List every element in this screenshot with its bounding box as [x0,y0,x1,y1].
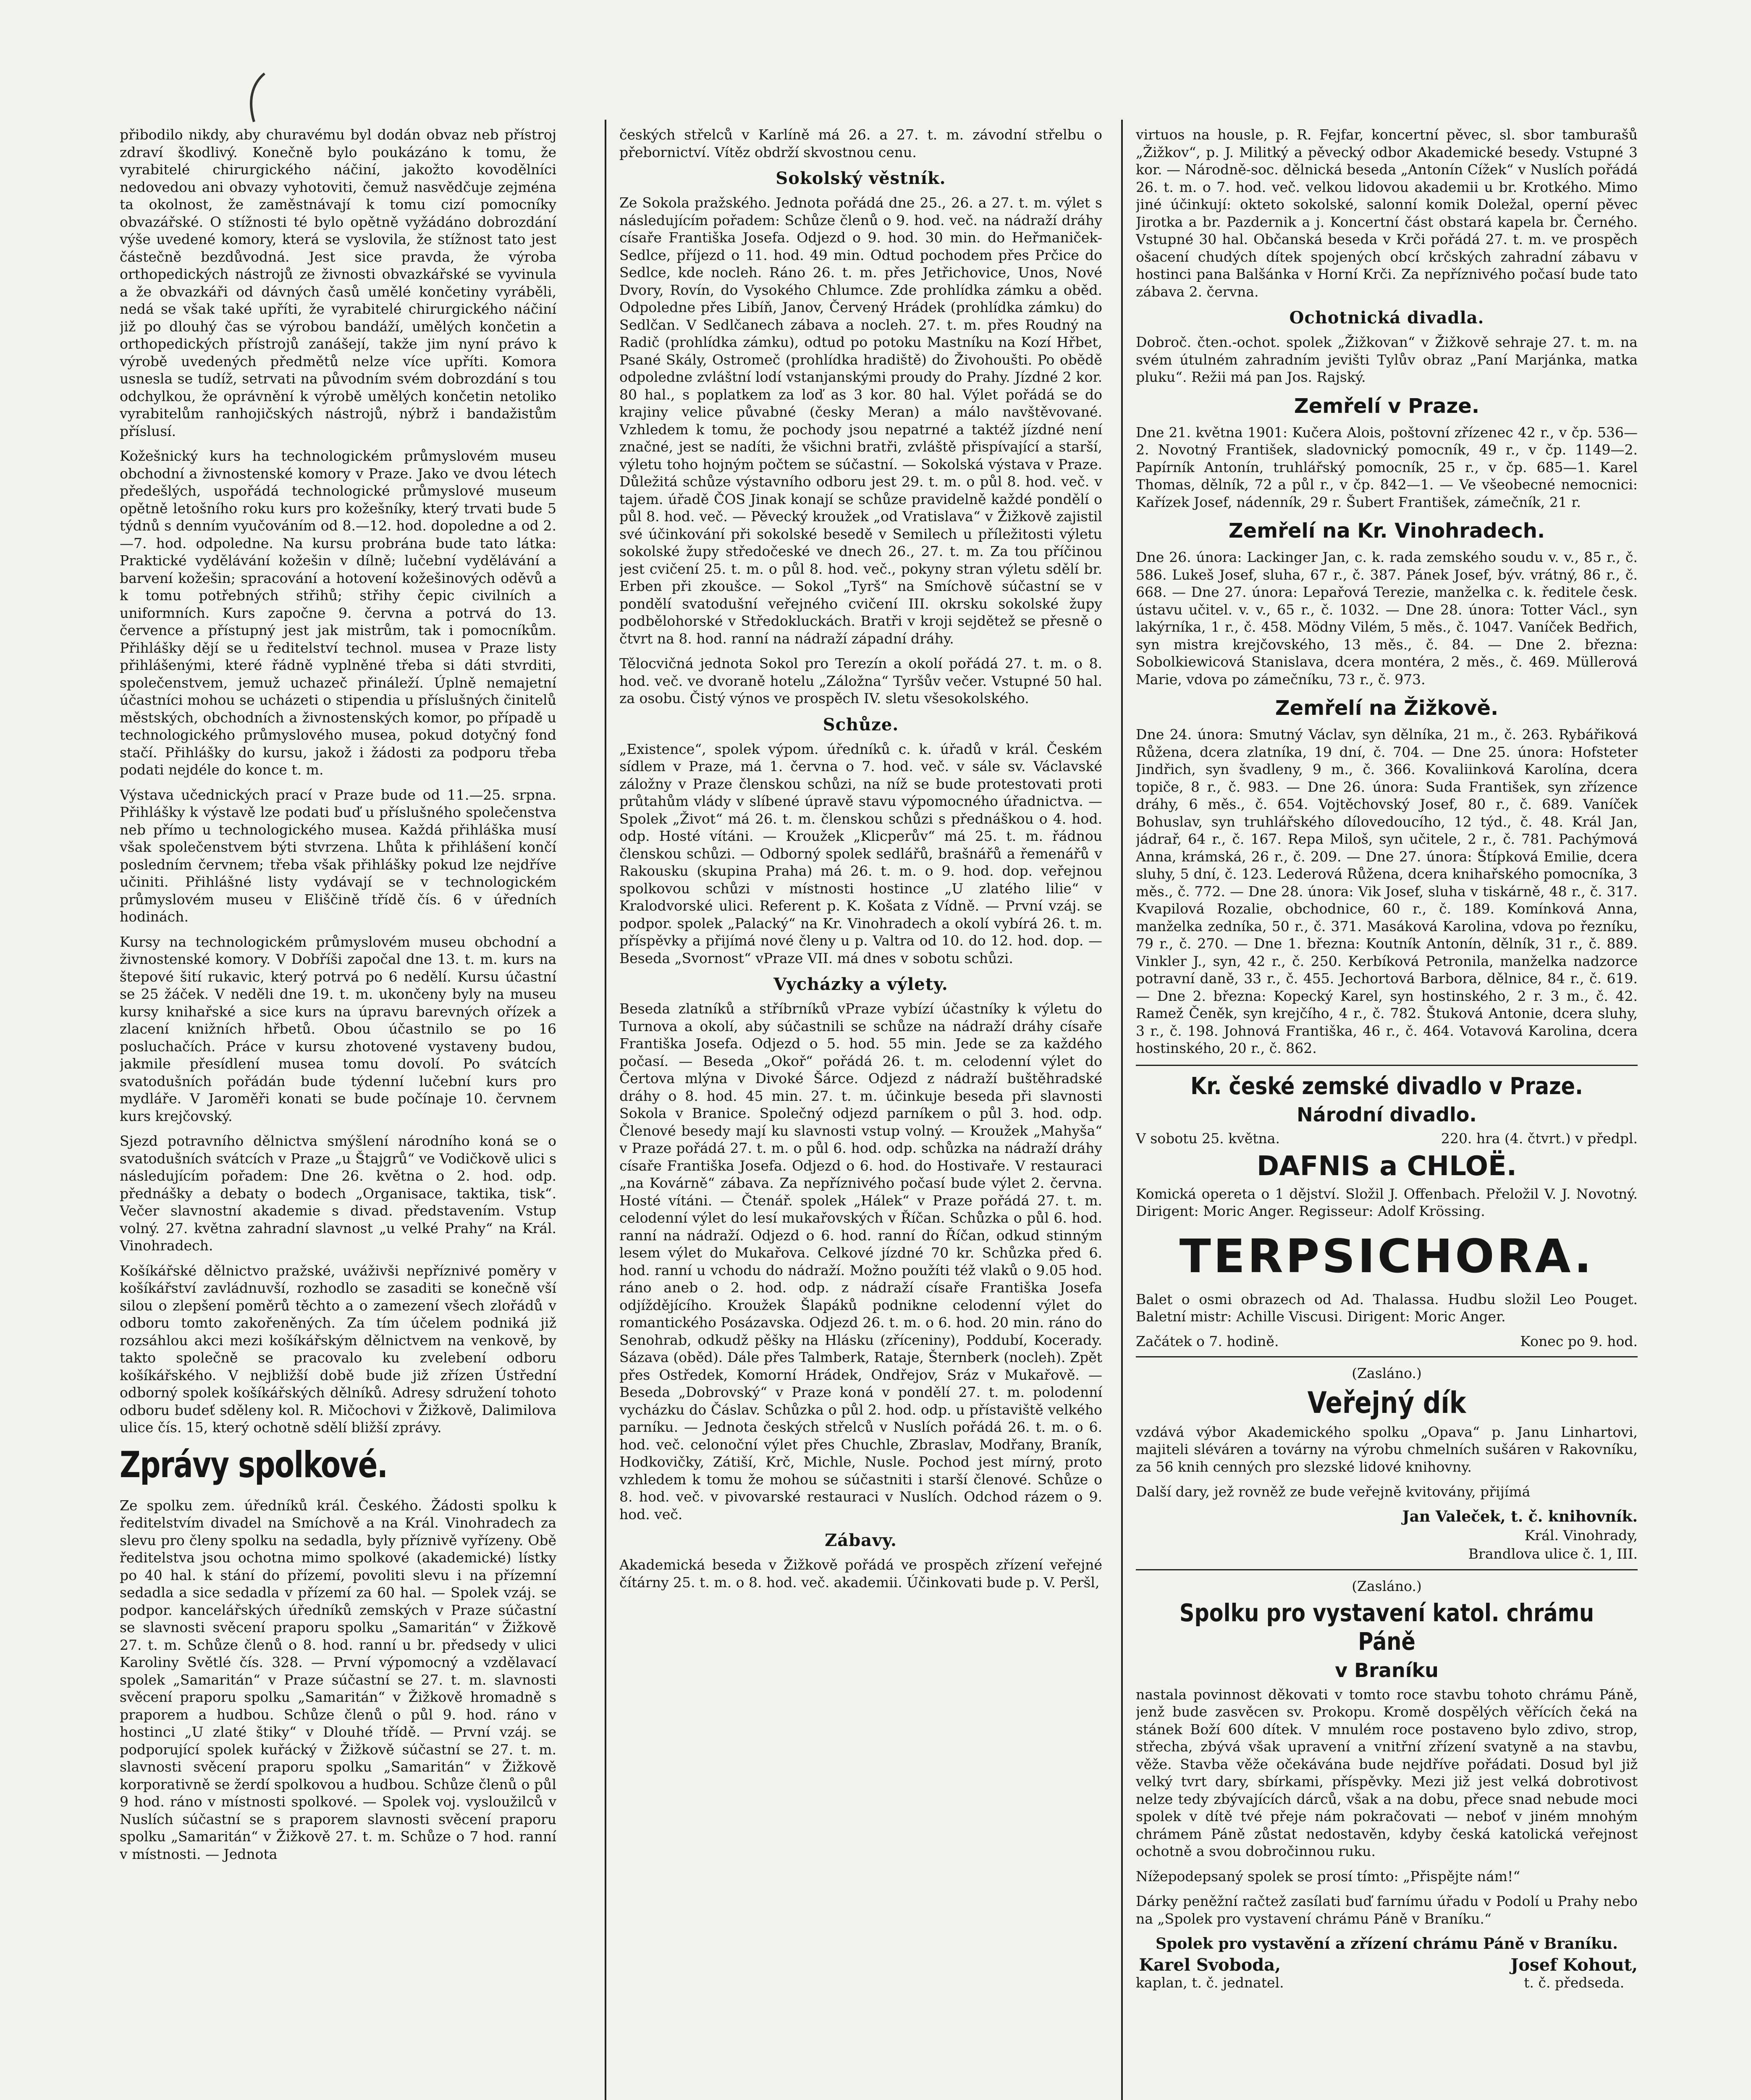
section-heading-zemreli-vinohrady: Zemřelí na Kr. Vinohradech. [1228,519,1545,543]
notice-verejny-dik [1136,1365,1638,1562]
signature-name: Jan Valeček, t. č. knihovník. [1402,1507,1638,1525]
signature-role: kaplan, t. č. jednatel. [1136,1974,1284,1991]
section-heading-sokolsky: Sokolský věstník. [776,168,946,188]
signature-name: Karel Svoboda, [1139,1955,1281,1975]
theatre-times [1136,1333,1638,1349]
theatre-date: V sobotu 25. května. [1136,1130,1280,1147]
divider [1136,1569,1638,1570]
section-heading-zabavy: Zábavy. [825,1530,897,1550]
section-heading-zemreli-praze: Zemřelí v Praze. [1294,394,1480,418]
article-paragraph: Ze spolku zem. úředníků král. Českého. Žádosti spolku k ředitelstvím divadel na Smíchově a na Král. Vinohradech za slevu pro členy spolku na sedadla, byly příznivě vyřízeny. Obě ředitelstva jsou ochotna mimo spolkové (akademické) lístky po 40 hal. k stání do přízemí, povoliti slevu i na přízemní sedadla a sice sedadla v přízemí za 60 hal. — Spolek vzáj. se podpor. kancelářských úředníků zemských v Praze súčastní se slavnosti svěcení praporu spolku „Samaritán“ v Žižkově 27. t. m. Schůze členů o 8. hod. ranní u br. předsedy v ulici Karoliny Světlé čís. 328. — První výpomocný a vzdělavací spolek „Samaritán“ v Praze súčastní se 27. t. m. slavnosti svěcení praporu spolku „Samaritán“ v Žižkově hromadně s praporem a hudbou. Schůze členů o půl 9. hod. ráno v hostinci „U zlaté štiky“ v Dlouhé třídě. — První vzáj. se podporující spolek kuřácký v Žižkově súčastní se 27. t. m. slavnosti svěcení praporu spolku „Samaritán“ v Žižkově korporativně se žerdí spolkovou a hudbou. Schůze členů o půl 9 hod. ráno v místnosti spolkové. — Spolek voj. vysloužilců v Nuslích súčastní se s praporem slavnosti svěcení praporu spolku „Samaritán“ v Žižkově 27. t. m. Schůze o 7 hod. ranní v místnosti. — Jednota [120,1497,556,1862]
article-paragraph: Dne 26. února: Lackinger Jan, c. k. rada zemského soudu v. v., 85 r., č. 586. Lukeš Josef, sluha, 67 r., č. 387. Pánek Josef, býv. vrátný, 86 r., č. 668. — Dne 27. února: Lepařová Terezie, manželka c. k. ředitele česk. ústavu učitel. v. v., 65 r., č. 1032. — Dne 28. února: Totter Václ., syn lakýrníka, 1 r., č. 458. Mödny Vilém, 5 měs., č. 1047. Vaníček Bedřich, syn mistra krejčovského, 13 měs., č. 84. — Dne 2. března: Sobolkiewicová Stanislava, dcera montéra, 2 měs., č. 469. Müllerová Marie, vdova po zámečníku, 73 r., č. 973. [1136,549,1638,688]
theatre-date-row [1136,1130,1638,1147]
section-heading-ochotnicka: Ochotnická divadla. [1289,308,1484,328]
section-heading-vychazky: Vycházky a výlety. [773,974,948,994]
signature-block [1510,1957,1638,1991]
article-paragraph: Tělocvičná jednota Sokol pro Terezín a okolí pořádá 27. t. m. o 8. hod. več. ve dvoraně hotelu „Záložna“ Tyršův večer. Vstupné 50 hal. za osobu. Čistý výnos ve prospěch IV. sletu všesokolského. [619,655,1102,706]
article-paragraph: českých střelců v Karlíně má 26. a 27. t. m. závodní střelbu o přebornictví. Vítěz obdrží skvostnou cenu. [619,126,1102,160]
article-paragraph: přibodilo nikdy, aby churavému byl dodán obvaz neb přístroj zdraví škodlivý. Konečně bylo poukázáno k tomu, že vyrabitelé chirurgického náčiní, jakožto kovodělníci nedovedou ani obvazy vyhotoviti, čemuž nasvědčuje zejména ta okolnost, že zaměstnávají k tomu cizí pomocníky obvazářské. O stížnosti té bylo opětně vyžádáno dobrozdání výše uvedené komory, která se vyslovila, že stížnost tato jest částečně bezdůvodná. Jest sice pravda, že výroba orthopedických nástrojů ze živnosti obvazkářské se vyvinula a že obvazkáři od dávných časů umělé končetiny vyráběli, nedá se však také upříti, že vyrabitelé chirurgického náčiní již po dlouhý čas se výrobou bandáží, umělých končetin a orthopedických přístrojů zanášejí, takže jim nyní právo k výrobě uvedených předmětů nelze více upříti. Komora usnesla se tudíž, setrvati na původním svém dobrozdání s tou odchylkou, že oprávnění k výrobě umělých končetin netoliko vyrabitelům ranhojičských nástrojů, nýbrž i bandažistům příslusí. [120,126,556,439]
signatures [1136,1957,1638,1991]
section-heading-schuze: Schůze. [823,714,899,735]
notice-text: Dárky peněžní račtež zasílati buď farnímu úřadu v Podolí u Prahy nebo na „Spolek pro vystavení chrámu Páně v Braníku.“ [1136,1893,1638,1927]
notice-text: nastala povinnost děkovati v tomto roce stavbu tohoto chrámu Páně, jenž bude zasvěcen sv. Prokopu. Kromě dospělých věřících čeká na stánek Boží 600 dítek. V mnulém roce postaveno bylo zdivo, strop, střecha, zbývá však upravení a vnitřní zřízení svatyně a na stavbu, věže. Stavba věže očekávána bude nejdříve pořádati. Dosud byl již velký tvrt dary, sbírkami, příspěvky. Mezi již jest velká dobrotivost nelze tedy zbývajících dárců, však a na dobu, přece snad nebude moci spolek v dítě tvé přeje nám pokračovati — neboť v jiném mnohým chrámem Páně zůstat nedostavěn, kdyby česká katolická veřejnost ochotně a svou dobročinnou ruku. [1136,1686,1638,1859]
zaslano-label: (Zasláno.) [1352,1365,1422,1381]
notice-text: vzdává výbor Akademického spolku „Opava“ p. Janu Linhartovi, majiteli sléváren a továrny na výrobu chmelních sušáren v Rakovníku, za 56 knih cenných pro slezské lidové knihovny. [1136,1423,1638,1475]
theatre-end: Konec po 9. hod. [1520,1333,1638,1349]
article-paragraph: Dne 24. února: Smutný Václav, syn dělníka, 21 m., č. 263. Rybářiková Růžena, dcera zlatníka, 19 dní, č. 704. — Dne 25. února: Hofsteter Jindřich, syn švadleny, 9 m., č. 366. Kovaliinková Karolína, dcera topiče, 8 r., č. 983. — Dne 26. února: Suda František, syn zřízence dráhy, 6 měs., č. 654. Vojtěchovský Josef, 80 r., č. 689. Vaníček Bohuslav, syn truhlářského dílovedoucího, 12 týd., č. 48. Král Jan, jádrař, 64 r., č. 167. Repa Miloš, syn učitele, 2 r., č. 781. Pachýmová Anna, krámská, 26 r., č. 209. — Dne 27. února: Štípková Emilie, dcera sluhy, 5 dní, č. 123. Lederová Růžena, dcera knihařského pomocníka, 3 měs., č. 772. — Dne 28. února: Vik Josef, sluha v tiskárně, 48 r., č. 317. Kvapilová Rozalie, obchodnice, 60 r., č. 189. Komínková Anna, manželka zedníka, 50 r., č. 371. Masáková Karolina, vdova po řezníku, 79 r., č. 270. — Dne 1. března: Koutník Antonín, dělník, 31 r., č. 889. Vinkler J., syn, 42 r., č. 250. Kerbíková Petronila, manželka nadzorce potravní daně, 33 r., č. 455. Jechortová Barbora, dělnice, 84 r., č. 619. — Dne 2. března: Kopecký Karel, syn hostinského, 2 r. 3 m., č. 42. Ramež Čeněk, syn krejčího, 4 r., č. 782. Štuková Antonie, dcera sluhy, 3 r., č. 198. Johnová Františka, 46 r., č. 464. Votavová Karolina, dcera hostinského, 20 r., č. 862. [1136,726,1638,1056]
signature-role: t. č. předseda. [1524,1974,1625,1991]
article-paragraph: Ze Sokola pražského. Jednota pořádá dne 25., 26. a 27. t. m. výlet s následujícím pořadem: Schůze členů o 9. hod. več. na nádraží dráhy císaře Františka Josefa. Odjezd o 9. hod. 30 min. do Heřmaniček-Sedlce, příjezd o 11. hod. 49 min. Odtud pochodem přes Prčice do Sedlce, kde nocleh. Ráno 26. t. m. přes Jetřichovice, Unos, Nové Dvory, Rovín, do Vysokého Chlumce. Zde prohlídka zámku a oběd. Odpoledne přes Libíň, Janov, Červený Hrádek (prohlídka zámku) do Sedlčan. V Sedlčanech zábava a nocleh. 27. t. m. přes Roudný na Radič (prohlídka zámku), odtud po potoku Mastníku na Kozí Hřbet, Psané Skály, Ostromeč (prohlídka hradiště) do Živohoušti. Po obědě odpoledne zvláštní lodí vstanjanskými proudy do Prahy. Jízdné 2 kor. 80 hal., s poplatkem za loď as 3 kor. 80 hal. Výlet pořádá se do krajiny velice půvabné (česky Meran) a málo navštěvované. Vzhledem k tomu, že pochody jsou nepatrné a taktéž jízdné není značné, jest se nadíti, že všichni bratři, zvláště přispívající a starší, výletu toho hojným počtem se súčastní. — Sokolská výstava v Praze. Důležitá schůze výstavního odboru jest 29. t. m. o půl 8. hod. več. v tajem. úřadě ČOS Jinak konají se schůze pravidelně každé pondělí o půl 8. hod. več. — Pěvecký kroužek „od Vratislava“ v Žižkově zajistil své účinkování při sokolské besedě v Semilech u příležitosti výletu sokolské župy středočeské ve dnech 26., 27. t. m. Za tou příčinou jest cvičení 25. t. m. o půl 8. hod. več., pokyny stran výletu sdělí br. Erben při zkoušce. — Sokol „Tyrš“ na Smíchově súčastní se v pondělí svatodušní veřejného cvičení III. okrsku sokolské župy podbělohorské v Středokluckách. Bratři v kroji sejdětež se přesně o čtvrt na 8. hod. ranní na nádraží západní dráhy. [619,194,1102,647]
notice-subtitle: v Braníku [1335,1659,1439,1682]
signature-name: Josef Kohout, [1510,1955,1638,1975]
article-paragraph: Kožešnický kurs ha technologickém průmyslovém museu obchodní a živnostenské komory v Praze. Jako ve dvou létech předešlých, uspořádá technologické průmyslové museum opětně letošního roku kurs pro kožešníky, který trvati bude 5 týdnů s denním vyučováním od 8.—12. hod. dopoledne a od 2.—7. hod. odpoledne. Na kursu probrána bude tato látka: Praktické vydělávání kožešin v dílně; lučební vydělávání a barvení kožešin; spracování a hotovení kožešinových oděvů a k tomu potřebných střihů; střihy čepic civilních a uniformních. Kurs započne 9. června a potrvá do 13. července a přístupný jest jak mistrům, tak i pomocníkům. Přihlášky dějí se u ředitelství technol. musea v Praze listy přihlášenými, které řádně vyplněné třeba si dáti stvrditi, společenstvem, jemuž uchazeč přináleží. Úplně nemajetní účastníci mohou se ucházeti o stipendia u příslušných činitelů městských, obchodních a živnostenských komor, po případě u technologického průmyslového musea, pokud dotyčný fond stačí. Přihlášky do kursu, jakož i žádosti za podporu třeba podati nejdéle do konce t. m. [120,448,556,778]
notice-organization: Spolek pro vystavění a zřízení chrámu Páně v Braníku. [1156,1935,1618,1953]
article-paragraph: „Existence“, spolek výpom. úředníků c. k. úřadů v král. Českém sídlem v Praze, má 1. června o 7. hod. več. v sále sv. Václavské záložny v Praze členskou schůzi, na níž se bude protestovati proti průtahům vlády v slíbené úpravě stavu výpomocného úřadnictva. — Spolek „Život“ má 26. t. m. členskou schůzi s přednáškou o 4. hod. odp. Hosté vítáni. — Kroužek „Klicperův“ má 25. t. m. řádnou členskou schůzi. — Odborný spolek sedlářů, brašnářů a řemenářů v Rakousku (skupina Praha) má 26. t. m. o 9. hod. dop. veřejnou spolkovou schůzi v místnosti hostince „U zlatého lilie“ v Kralodvorské ulici. Referent p. K. Košata z Vídně. — První vzáj. se podpor. spolek „Palacký“ na Kr. Vinohradech a okolí vybírá 26. t. m. příspěvky a přijímá nové členy u p. Valtra od 10. do 12. hod. dop. — Beseda „Svornost“ vPraze VII. má dnes v sobotu schůzi. [619,740,1102,966]
column-rule [1121,120,1123,2100]
divider [1136,1065,1638,1066]
notice-title: Spolku pro vystavení katol. chrámu Páně [1179,1598,1594,1656]
theatre-performance: 220. hra (4. čtvrt.) v předpl. [1441,1130,1638,1147]
zaslano-label: (Zasláno.) [1352,1578,1422,1594]
handwritten-mark [235,71,286,126]
play-description: Balet o osmi obrazech od Ad. Thalassa. Hudbu složil Leo Pouget. Baletní mistr: Achille Viscusi. Dirigent: Moric Anger. [1136,1291,1638,1325]
divider [1136,1356,1638,1357]
article-paragraph: Košíkářské dělnictvo pražské, uváživši nepříznivé poměry v košíkářství zavládnuvší, rozhodlo se zasaditi se konečně vší silou o zlepšení poměrů těchto a o zamezení všech zlořádů v odboru tomto zakořeněných. Za tím účelem podniká již rozsáhlou akci mezi košíkářským dělnictvem na venkově, by takto společně se pracovalo ku zvelebení odboru košíkářského. V nejbližší době bude již zřízen Ústřední odborný spolek košíkářských dělníků. Adresy sdružení tohoto odboru budeť sděleny kol. R. Mičochovi v Žižkově, Dalimilova ulice čís. 15, který ochotně sdělí bližší zprávy. [120,1262,556,1436]
column-3 [1136,126,1638,2100]
column-2 [619,126,1102,2100]
signature-block [1136,1957,1284,1991]
signature-address: Brandlova ulice č. 1, III. [1468,1545,1638,1562]
article-paragraph: Výstava učednických prací v Praze bude od 11.—25. srpna. Přihlášky k výstavě lze podati buď u příslušného společenstva neb přímo u technologického musea. Každá přihláška musí však společenstvem býti stvrzena. Lhůta k přihlášení končí posledním červnem; třeba však přihlášky pokud lze nejdříve učiniti. Přihlášné listy vydávají se v technologickém průmyslovém museu v Eliščině třídě čís. 6 v úředních hodinách. [120,786,556,925]
article-paragraph: Kursy na technologickém průmyslovém museu obchodní a živnostenské komory. V Dobříši započal dne 13. t. m. kurs na štepové šití rukavic, který potrvá po 6 nedělí. Kursu účastní se 25 žáček. V neděli dne 19. t. m. ukončeny byly na museu kursy knihařské a sice kurs na úpravu barevných ořízek a zlacení knižních hřbetů. Obou účastnilo se po 16 posluchačích. Práce v kursu zhotovené vystaveny budou, jakmile přesídlení musea tomu dovolí. Po svátcích svatodušních pořádán bude týdenní lučební kurs pro mydláře. V Jaroměři konati se bude počínaje 10. červnem kurs krejčovský. [120,933,556,1124]
section-heading-zemreli-zizkov: Zemřelí na Žižkově. [1275,696,1499,720]
notice-chram-branik [1136,1578,1638,1992]
play-title-terpsichora: TERPSICHORA. [1179,1229,1594,1283]
notice-text: Nížepodepsaný spolek se prosí tímto: „Přispějte nám!“ [1136,1868,1520,1885]
theatre-title: Kr. české zemské divadlo v Praze. [1190,1072,1583,1100]
theatre-subtitle: Národní divadlo. [1297,1103,1477,1126]
article-paragraph: Beseda zlatníků a stříbrníků vPraze vybízí účastníky k výletu do Turnova a okolí, aby súčastnili se schůze na nádraží dráhy císaře Františka Josefa. Odjezd o 5. hod. 55 min. Jede se za každého počasí. — Beseda „Okoř“ pořádá 26. t. m. celodenní výlet do Čertova mlýna v Divoké Šárce. Odjezd z nádraží buštěhradské dráhy o 8. hod. 45 min. 27. t. m. účinkuje beseda při slavnosti Sokola v Branice. Společný odjezd parníkem o půl 3. hod. odp. Členové besedy mají ku slavnosti vstup volný. — Kroužek „Mahyša“ v Praze pořádá 27. t. m. o půl 6. hod. odp. schůzka na nádraží dráhy císaře Františka Josefa. Odjezd o 6. hod. do Hostivaře. V restauraci „na Kovárně“ zábava. Za nepříznivého počasí bude výlet 2. června. Hosté vítáni. — Čtenář. spolek „Hálek“ v Praze pořádá 27. t. m. celodenní výlet do lesí mukařovských v Říčan. Schůzka o půl 6. hod. ranní na nádraží. Odjezd o 6. hod. ranní do Říčan, odkud stinným lesem výlet do Mukařova. Celkové jízdné 70 kr. Schůzka před 6. hod. ranní u vchodu do nádraží. Možno použíti též vlaků o 9.05 hod. ráno aneb o 2. hod. odp. z nádraží císaře Františka Josefa odjíždějícího. Kroužek Šlapáků podnikne celodenní výlet do romantického Posázavska. Odjezd 26. t. m. o 6. hod. 20 min. ráno do Senohrab, odkudž pěšky na Hlásku (zříceniny), Poddubí, Kocerady. Sázava (oběd). Dále přes Talmberk, Rataje, Šternberk (nocleh). Zpět přes Ostředek, Komorní Hrádek, Ondřejov, Sráz v Mukařově. — Beseda „Dobrovský“ v Praze koná v pondělí 27. t. m. polodenní vycházku do Čáslav. Schůzka o půl 2. hod. odp. u přístaviště velkého parníku. — Jednota českých střelců v Nuslích pořádá 26. t. m. o 6. hod. več. celonoční výlet přes Chuchle, Zbraslav, Modřany, Braník, Hodkovičky, Zátiší, Krč, Michle, Nusle. Pochod jest mírný, proto vzhledem k tomu že mohou se súčastniti i starší členové. Schůze o 8. hod. več. v pivovarské restauraci v Nuslích. Odchod rázem o 9. hod. več. [619,1000,1102,1522]
theatre-start: Začátek o 7. hodině. [1136,1333,1279,1349]
column-1 [120,126,556,2100]
column-rule [605,120,606,2100]
notice-title: Veřejný dík [1307,1385,1466,1420]
section-heading-zpravy: Zprávy spolkové. [120,1444,388,1486]
article-paragraph: Akademická beseda v Žižkově pořádá ve prospěch zřízení veřejné čítárny 25. t. m. o 8. hod. več. akademii. Účinkovati bude p. V. Peršl, [619,1557,1102,1591]
play-title-dafnis: DAFNIS a CHLOË. [1256,1150,1517,1182]
theatre-notice [1136,1073,1638,1349]
article-paragraph: Dne 21. května 1901: Kučera Alois, poštovní zřízenec 42 r., v čp. 536—2. Novotný František, sladovnický pomocník, 49 r., v čp. 1149—2. Papírník Antonín, truhlářský pomocník, 25 r., v čp. 685—1. Karel Thomas, dělník, 72 a půl r., v čp. 842—1. — Ve všeobecné nemocnici: Kařízek Josef, nádenník, 29 r. Šubert František, zámečník, 21 r. [1136,424,1638,510]
article-paragraph: Dobroč. čten.-ochot. spolek „Žižkovan“ v Žižkově sehraje 27. t. m. na svém útulném zahradním jevišti Tylův obraz „Paní Marjánka, matka pluku“. Režii má pan Jos. Rajský. [1136,334,1638,385]
notice-text: Další dary, jež rovněž ze bude veřejně kvitovány, přijímá [1136,1483,1531,1500]
article-paragraph: Sjezd potravního dělnictva smýšlení národního koná se o svatodušních svátcích v Praze „u Štajgrů“ ve Vodičkově ulici s následujícím pořadem: Dne 26. května o 2. hod. odp. přednášky a debaty o bodech „Organisace, taktika, tisk“. Večer slavnostní akademie s divad. představením. Vstup volný. 27. května zahradní slavnost „u velké Prahy“ na Král. Vinohradech. [120,1133,556,1254]
play-description: Komická opereta o 1 dějství. Složil J. Offenbach. Přeložil V. J. Novotný. Dirigent: Moric Anger. Regisseur: Adolf Krössing. [1136,1185,1638,1219]
article-paragraph: virtuos na housle, p. R. Fejfar, koncertní pěvec, sl. sbor tamburašů „Žižkov“, p. J. Militký a pěvecký odbor Akademické besedy. Vstupné 3 kor. — Národně-soc. dělnická beseda „Antonín Cížek“ v Nuslích pořádá 26. t. m. o 7. hod. več. velkou lidovou akademii u br. Krotkého. Mimo jiné účinkují: okteto sokolské, salonní komik Doležal, operní pěvec Jirotka a br. Pazdernik a j. Koncertní část obstará kapela br. Černého. Vstupné 30 hal. Občanská beseda v Krči pořádá 27. t. m. ve prospěch ošacení chudých dítek spojených obcí krčských zahradní zábavu v hostinci pana Balšánka v Horní Krči. Za nepříznivého počasí bude tato zábava 2. června. [1136,126,1638,300]
signature-address: Král. Vinohrady, [1524,1527,1638,1544]
